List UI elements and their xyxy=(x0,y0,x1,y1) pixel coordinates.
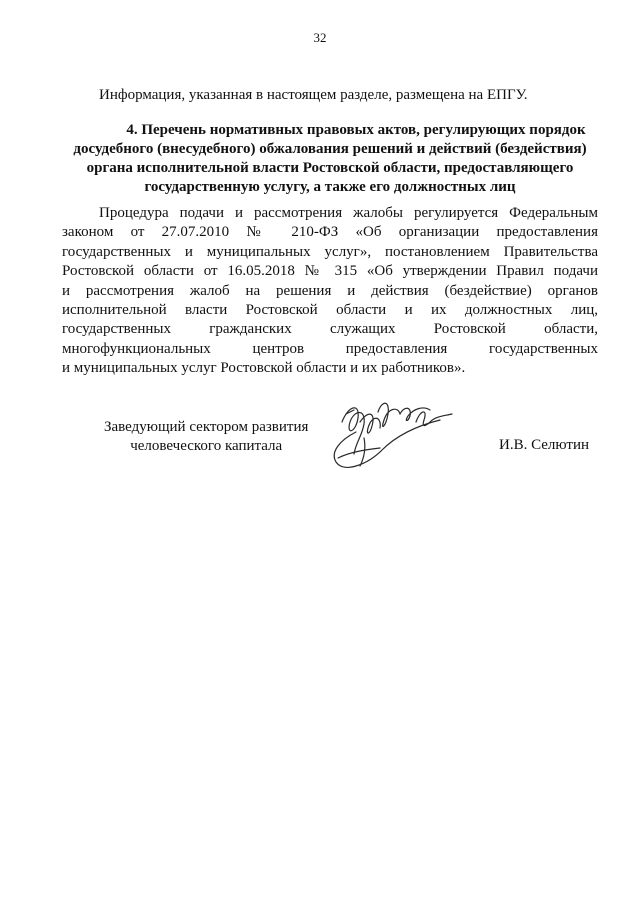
paragraph-line: Процедура подачи и рассмотрения жалобы регулируется Федеральным xyxy=(99,205,598,221)
heading-line: органа исполнительной власти Ростовской области, предоставляющего xyxy=(86,160,574,176)
page-number: 32 xyxy=(313,30,327,45)
signer-name: И.В. Селютин xyxy=(499,437,590,453)
position-line: человеческого капитала xyxy=(130,438,283,454)
paragraph-line: законом от 27.07.2010 № 210-ФЗ «Об организации предоставления xyxy=(62,224,598,241)
heading-line: досудебного (внесудебного) обжалования решений и действий (бездействия) xyxy=(73,141,587,157)
info-line: Информация, указанная в настоящем разделе, размещена на ЕПГУ. xyxy=(99,87,528,103)
section-4-paragraph xyxy=(62,204,598,379)
handwritten-signature-icon xyxy=(320,392,470,482)
paragraph-line: государственных и муниципальных услуг», постановлением Правительства xyxy=(62,243,598,260)
paragraph-line: исполнительной власти Ростовской области и их должностных лиц, xyxy=(62,302,598,319)
position-line: Заведующий сектором развития xyxy=(104,419,309,435)
paragraph-line: Ростовской области от 16.05.2018 № 315 «Об утверждении Правил подачи xyxy=(62,263,598,280)
paragraph-line: и рассмотрения жалоб на решения и действия (бездействие) органов xyxy=(62,282,598,299)
signatory-position xyxy=(104,418,308,456)
heading-line: 4. Перечень нормативных правовых актов, регулирующих порядок xyxy=(126,122,586,138)
paragraph-line: государственных гражданских служащих Ростовской области, xyxy=(62,321,598,338)
section-4-heading xyxy=(62,121,598,197)
paragraph-line: и муниципальных услуг Ростовской области и их работников». xyxy=(62,360,466,377)
paragraph-line: многофункциональных центров предоставления государственных xyxy=(62,340,598,357)
heading-line: государственную услугу, а также его должностных лиц xyxy=(144,179,516,195)
